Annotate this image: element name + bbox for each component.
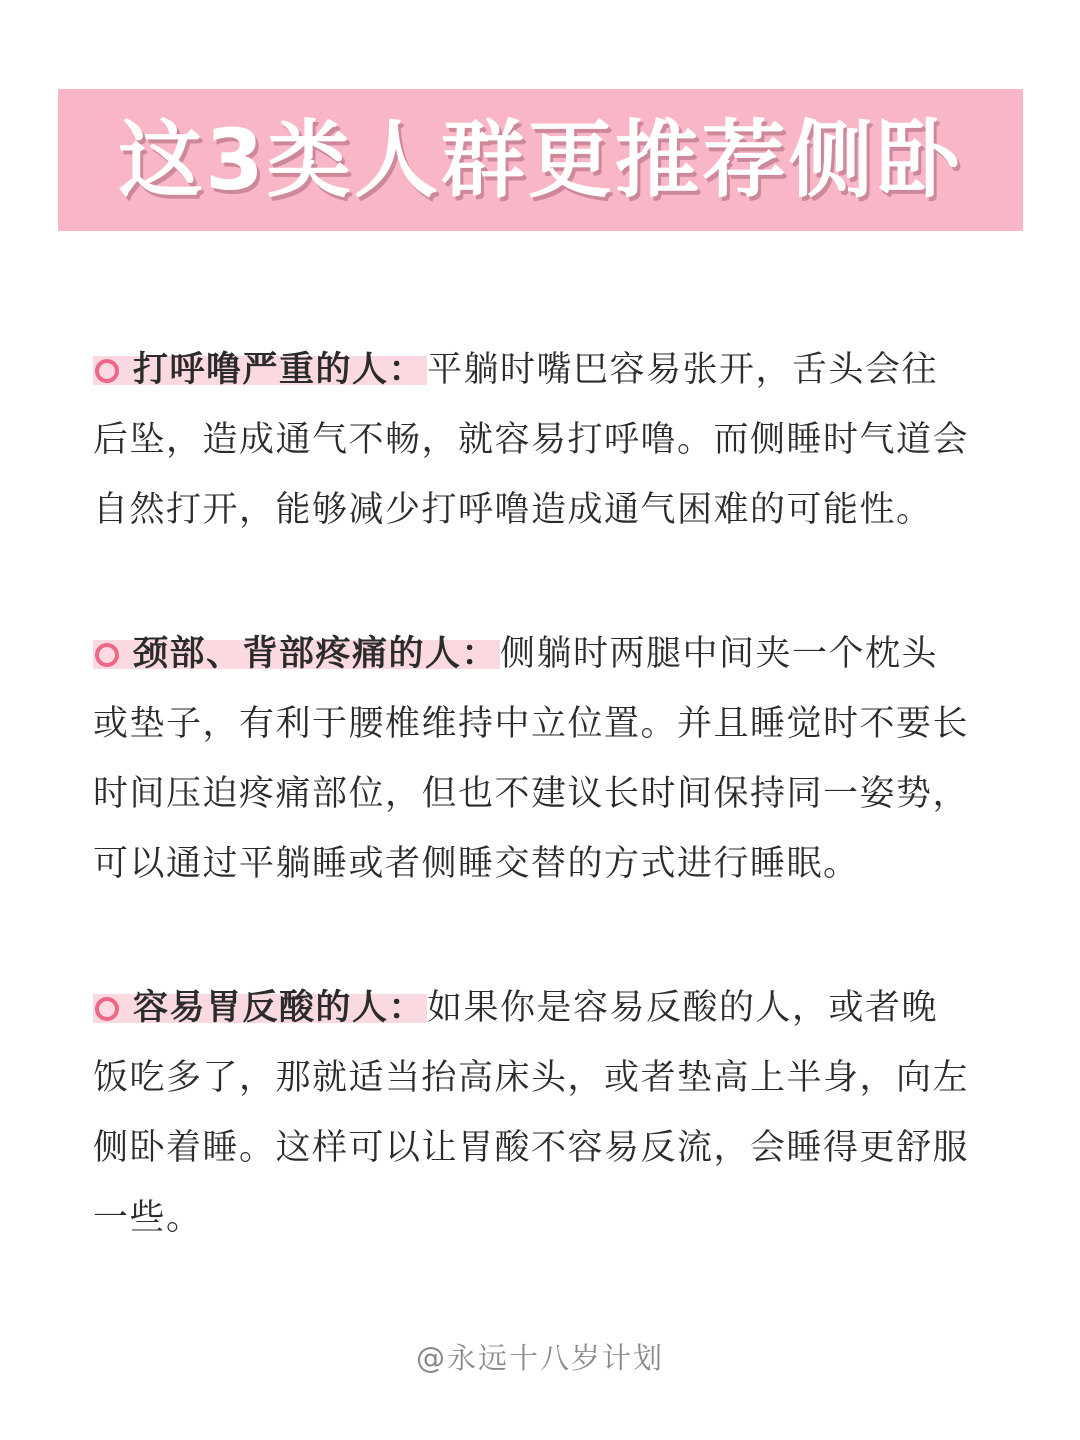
tip-section-acid-reflux: [93, 973, 973, 1253]
circle-outline-icon: [95, 359, 119, 383]
section-heading: 容易胃反酸的人：: [133, 988, 426, 1028]
section-heading-highlight: [93, 988, 427, 1028]
title-banner: [58, 89, 1023, 231]
page-title: 这3类人群更推荐侧卧: [118, 111, 963, 209]
author-watermark: @永远十八岁计划: [415, 1341, 664, 1375]
section-heading: 颈部、背部疼痛的人：: [133, 634, 499, 674]
section-heading-highlight: [93, 350, 427, 390]
section-heading: 打呼噜严重的人：: [133, 350, 426, 390]
circle-outline-icon: [95, 643, 119, 667]
tip-section-neck-back-pain: [93, 619, 973, 899]
section-body: 平躺时嘴巴容易张开，舌头会往后坠，造成通气不畅，就容易打呼噜。而侧睡时气道会自然打开，能够减少打呼噜造成通气困难的可能性。: [93, 350, 970, 530]
section-body: 侧躺时两腿中间夹一个枕头或垫子，有利于腰椎维持中立位置。并且睡觉时不要长时间压迫疼痛部位，但也不建议长时间保持同一姿势，可以通过平躺睡或者侧睡交替的方式进行睡眠。: [93, 634, 970, 884]
circle-outline-icon: [95, 997, 119, 1021]
section-body: 如果你是容易反酸的人，或者晚饭吃多了，那就适当抬高床头，或者垫高上半身，向左侧卧着睡。这样可以让胃酸不容易反流，会睡得更舒服一些。: [93, 988, 970, 1238]
tip-section-snoring: [93, 335, 973, 545]
section-heading-highlight: [93, 634, 500, 674]
